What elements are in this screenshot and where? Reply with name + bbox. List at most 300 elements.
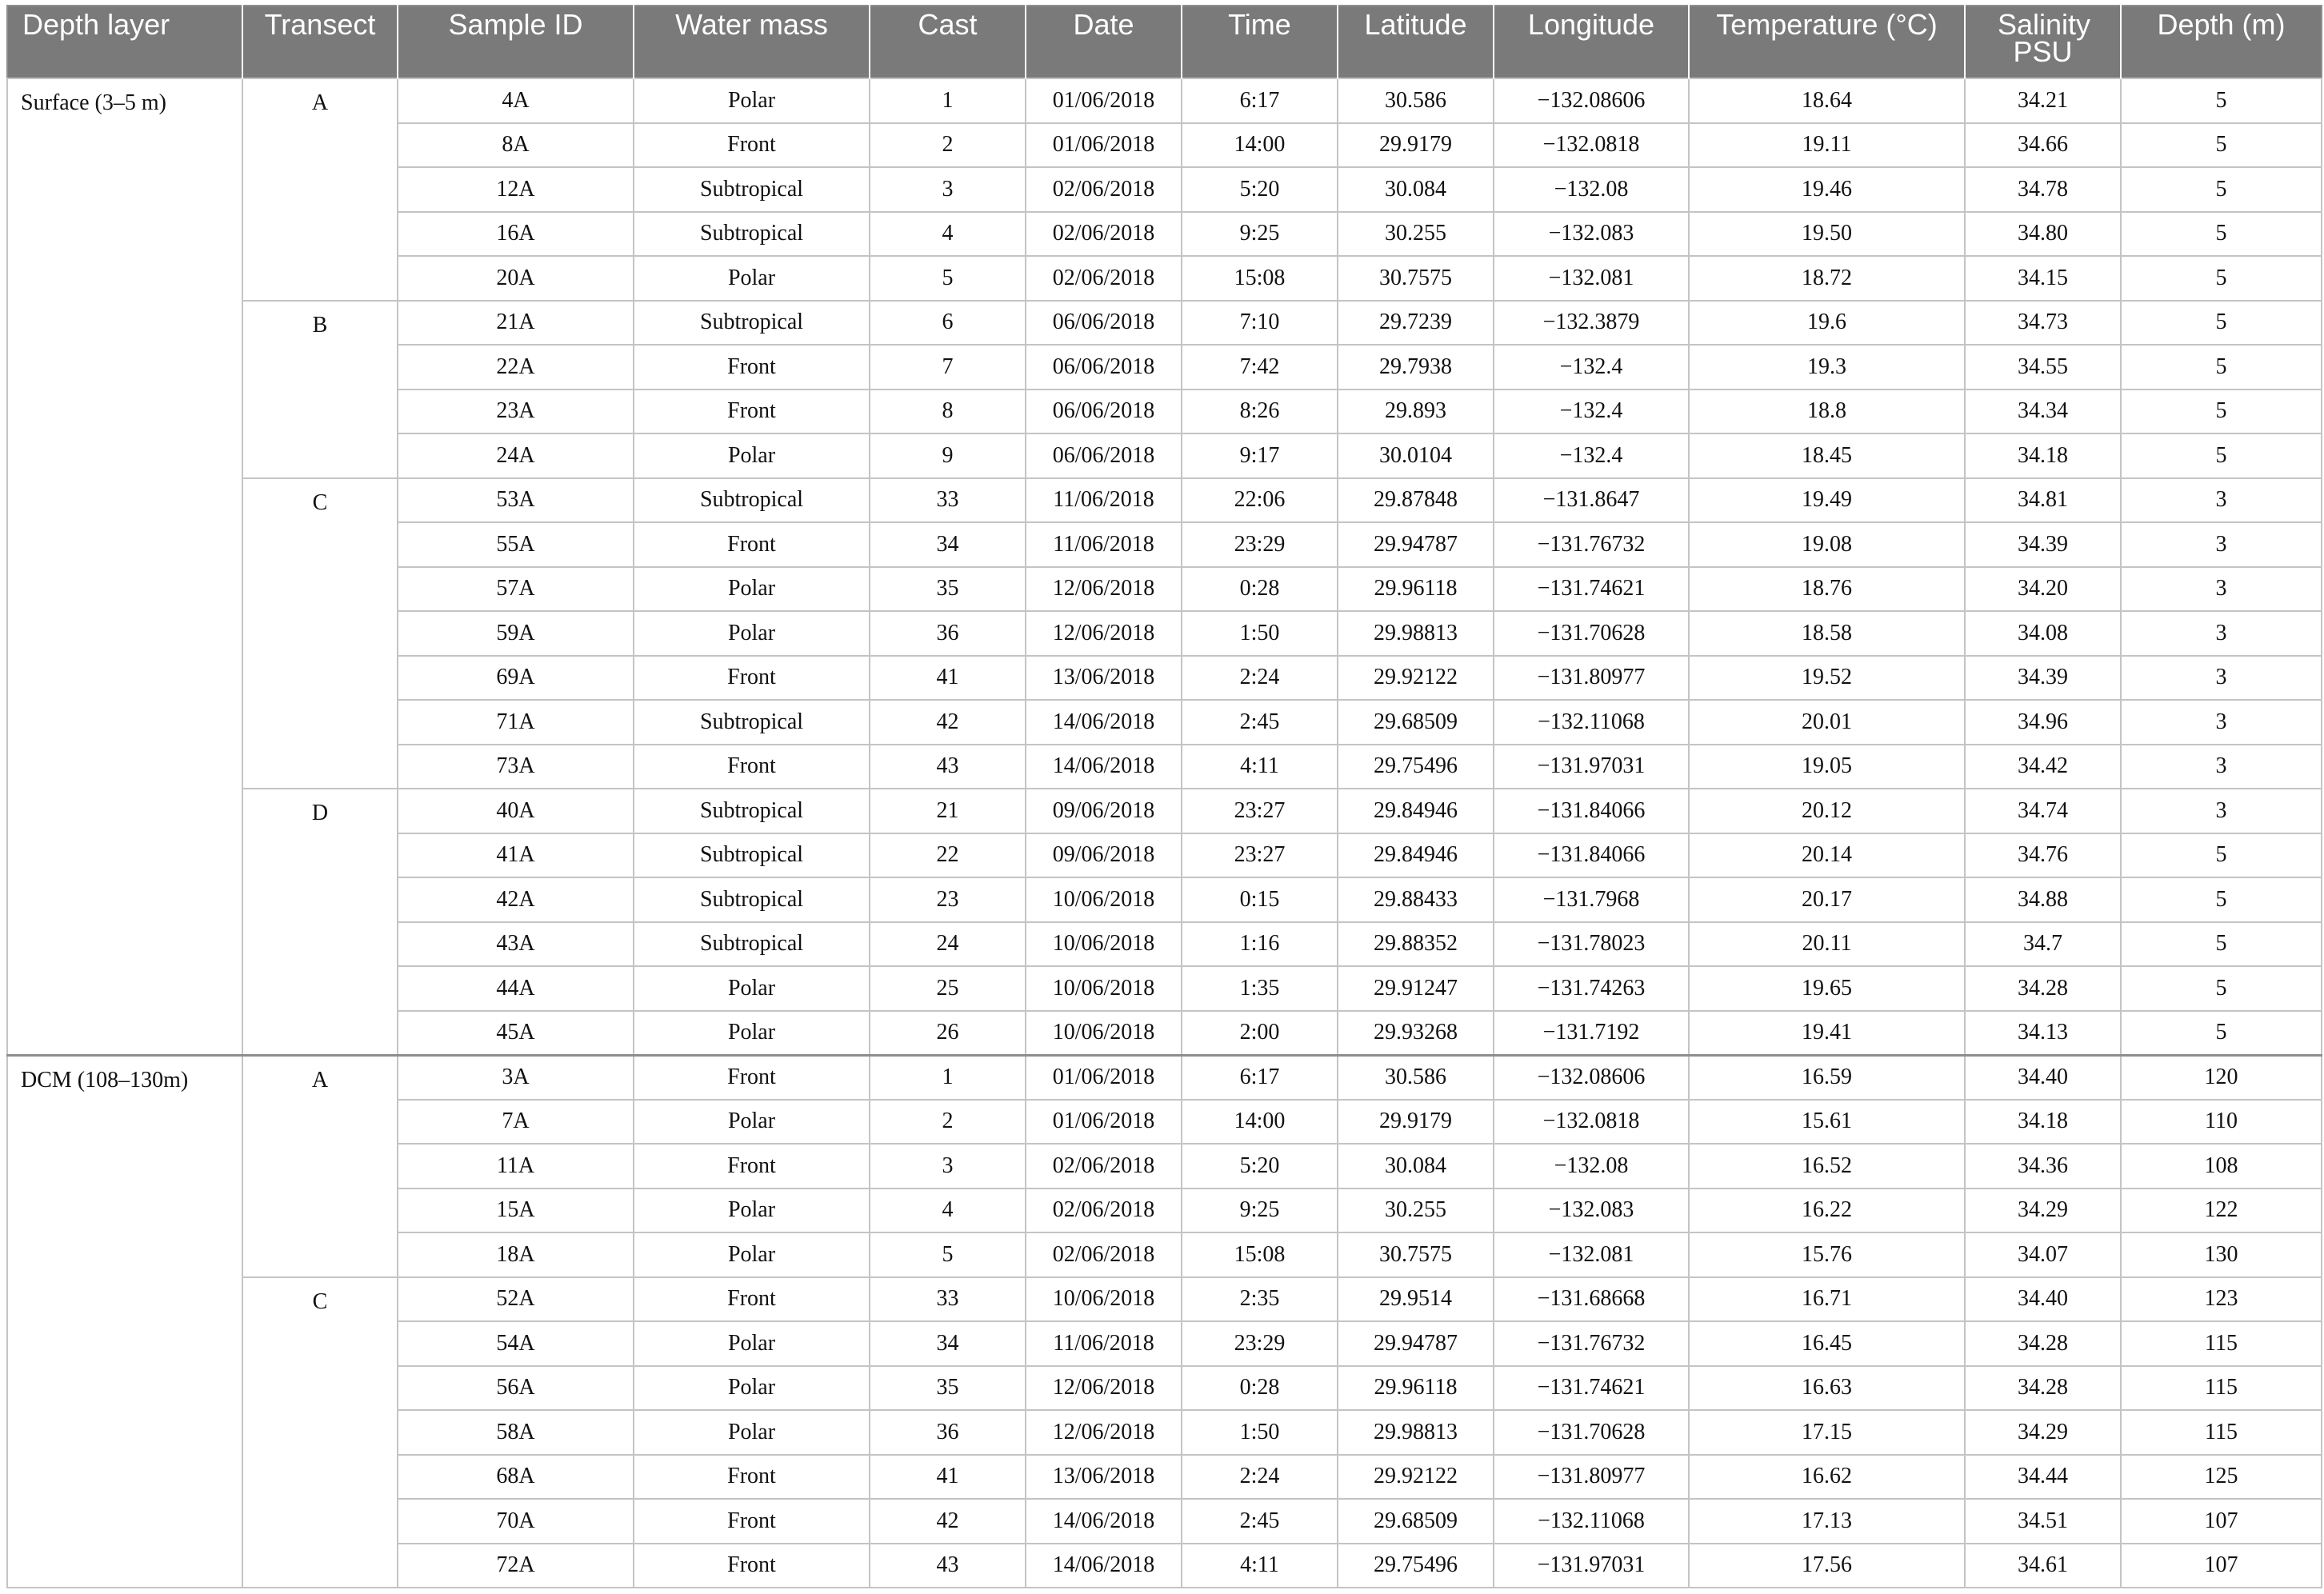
longitude-cell: −132.083: [1494, 1189, 1689, 1233]
latitude-cell: 29.9179: [1338, 1100, 1494, 1145]
depth-cell: 115: [2121, 1410, 2322, 1455]
depth-cell: 110: [2121, 1100, 2322, 1145]
salinity-cell: 34.29: [1965, 1189, 2121, 1233]
water-mass-cell: Polar: [634, 78, 870, 123]
water-mass-cell: Polar: [634, 1100, 870, 1145]
time-cell: 0:15: [1182, 877, 1338, 922]
time-cell: 0:28: [1182, 567, 1338, 612]
time-cell: 7:42: [1182, 345, 1338, 390]
depth-cell: 5: [2121, 966, 2322, 1011]
depth-cell: 5: [2121, 922, 2322, 967]
longitude-cell: −132.11068: [1494, 700, 1689, 745]
transect-cell: A: [242, 1055, 398, 1277]
depth-cell: 5: [2121, 301, 2322, 346]
cast-cell: 4: [870, 212, 1026, 257]
time-cell: 23:29: [1182, 1321, 1338, 1366]
depth-cell: 125: [2121, 1455, 2322, 1500]
latitude-cell: 29.92122: [1338, 1455, 1494, 1500]
water-mass-cell: Polar: [634, 1366, 870, 1411]
salinity-cell: 34.13: [1965, 1011, 2121, 1056]
header-date: Date: [1026, 6, 1182, 78]
header-cast: Cast: [870, 6, 1026, 78]
longitude-cell: −131.76732: [1494, 522, 1689, 567]
header-temperature: Temperature (°C): [1689, 6, 1965, 78]
sample-id-cell: 53A: [398, 478, 634, 523]
cast-cell: 6: [870, 301, 1026, 346]
latitude-cell: 29.75496: [1338, 1544, 1494, 1588]
sample-id-cell: 57A: [398, 567, 634, 612]
cast-cell: 2: [870, 1100, 1026, 1145]
latitude-cell: 29.88433: [1338, 877, 1494, 922]
time-cell: 2:45: [1182, 1499, 1338, 1544]
sample-id-cell: 20A: [398, 256, 634, 301]
salinity-cell: 34.42: [1965, 745, 2121, 789]
water-mass-cell: Polar: [634, 1410, 870, 1455]
latitude-cell: 30.586: [1338, 78, 1494, 123]
depth-cell: 107: [2121, 1499, 2322, 1544]
salinity-cell: 34.88: [1965, 877, 2121, 922]
cast-cell: 26: [870, 1011, 1026, 1056]
table-header: [7, 6, 2322, 78]
temperature-cell: 20.17: [1689, 877, 1965, 922]
sample-id-cell: 24A: [398, 433, 634, 478]
temperature-cell: 15.61: [1689, 1100, 1965, 1145]
time-cell: 9:25: [1182, 1189, 1338, 1233]
temperature-cell: 16.62: [1689, 1455, 1965, 1500]
salinity-cell: 34.80: [1965, 212, 2121, 257]
date-cell: 11/06/2018: [1026, 522, 1182, 567]
sample-id-cell: 68A: [398, 1455, 634, 1500]
time-cell: 0:28: [1182, 1366, 1338, 1411]
depth-cell: 3: [2121, 522, 2322, 567]
salinity-cell: 34.28: [1965, 966, 2121, 1011]
header-salinity: Salinity PSU: [1965, 6, 2121, 78]
depth-cell: 115: [2121, 1366, 2322, 1411]
water-mass-cell: Front: [634, 1144, 870, 1189]
water-mass-cell: Subtropical: [634, 789, 870, 833]
latitude-cell: 29.88352: [1338, 922, 1494, 967]
temperature-cell: 17.56: [1689, 1544, 1965, 1588]
date-cell: 02/06/2018: [1026, 1144, 1182, 1189]
time-cell: 6:17: [1182, 78, 1338, 123]
salinity-cell: 34.73: [1965, 301, 2121, 346]
salinity-cell: 34.20: [1965, 567, 2121, 612]
salinity-cell: 34.78: [1965, 167, 2121, 212]
time-cell: 1:50: [1182, 1410, 1338, 1455]
water-mass-cell: Polar: [634, 1011, 870, 1056]
cast-cell: 5: [870, 1232, 1026, 1277]
time-cell: 7:10: [1182, 301, 1338, 346]
longitude-cell: −131.97031: [1494, 745, 1689, 789]
salinity-cell: 34.07: [1965, 1232, 2121, 1277]
time-cell: 23:27: [1182, 833, 1338, 878]
temperature-cell: 19.52: [1689, 656, 1965, 701]
depth-layer-cell: DCM (108–130m): [7, 1055, 242, 1588]
depth-cell: 130: [2121, 1232, 2322, 1277]
cast-cell: 25: [870, 966, 1026, 1011]
longitude-cell: −132.083: [1494, 212, 1689, 257]
longitude-cell: −132.08: [1494, 167, 1689, 212]
water-mass-cell: Front: [634, 1277, 870, 1322]
time-cell: 6:17: [1182, 1055, 1338, 1100]
date-cell: 10/06/2018: [1026, 877, 1182, 922]
salinity-cell: 34.29: [1965, 1410, 2121, 1455]
salinity-cell: 34.08: [1965, 611, 2121, 656]
longitude-cell: −132.4: [1494, 390, 1689, 434]
date-cell: 02/06/2018: [1026, 256, 1182, 301]
sample-id-cell: 72A: [398, 1544, 634, 1588]
latitude-cell: 29.9179: [1338, 123, 1494, 168]
transect-cell: A: [242, 78, 398, 301]
time-cell: 14:00: [1182, 1100, 1338, 1145]
cast-cell: 36: [870, 611, 1026, 656]
sample-id-cell: 3A: [398, 1055, 634, 1100]
water-mass-cell: Subtropical: [634, 212, 870, 257]
temperature-cell: 19.05: [1689, 745, 1965, 789]
sample-id-cell: 18A: [398, 1232, 634, 1277]
longitude-cell: −131.76732: [1494, 1321, 1689, 1366]
temperature-cell: 15.76: [1689, 1232, 1965, 1277]
water-mass-cell: Subtropical: [634, 700, 870, 745]
cast-cell: 9: [870, 433, 1026, 478]
sample-id-cell: 56A: [398, 1366, 634, 1411]
time-cell: 23:29: [1182, 522, 1338, 567]
longitude-cell: −131.70628: [1494, 611, 1689, 656]
temperature-cell: 19.50: [1689, 212, 1965, 257]
time-cell: 1:16: [1182, 922, 1338, 967]
water-mass-cell: Front: [634, 390, 870, 434]
depth-cell: 122: [2121, 1189, 2322, 1233]
depth-cell: 5: [2121, 877, 2322, 922]
temperature-cell: 17.15: [1689, 1410, 1965, 1455]
cast-cell: 3: [870, 1144, 1026, 1189]
latitude-cell: 29.7239: [1338, 301, 1494, 346]
date-cell: 02/06/2018: [1026, 212, 1182, 257]
water-mass-cell: Front: [634, 1455, 870, 1500]
temperature-cell: 18.72: [1689, 256, 1965, 301]
latitude-cell: 30.084: [1338, 1144, 1494, 1189]
cast-cell: 34: [870, 522, 1026, 567]
latitude-cell: 29.84946: [1338, 789, 1494, 833]
temperature-cell: 20.14: [1689, 833, 1965, 878]
transect-cell: C: [242, 1277, 398, 1588]
header-water-mass: Water mass: [634, 6, 870, 78]
latitude-cell: 29.68509: [1338, 700, 1494, 745]
water-mass-cell: Polar: [634, 567, 870, 612]
table-row: [7, 301, 2322, 346]
sample-id-cell: 7A: [398, 1100, 634, 1145]
water-mass-cell: Subtropical: [634, 833, 870, 878]
longitude-cell: −132.08606: [1494, 78, 1689, 123]
date-cell: 13/06/2018: [1026, 1455, 1182, 1500]
depth-cell: 3: [2121, 700, 2322, 745]
date-cell: 14/06/2018: [1026, 745, 1182, 789]
temperature-cell: 16.45: [1689, 1321, 1965, 1366]
temperature-cell: 17.13: [1689, 1499, 1965, 1544]
water-mass-cell: Subtropical: [634, 301, 870, 346]
longitude-cell: −132.0818: [1494, 1100, 1689, 1145]
latitude-cell: 29.9514: [1338, 1277, 1494, 1322]
longitude-cell: −131.74263: [1494, 966, 1689, 1011]
cast-cell: 33: [870, 478, 1026, 523]
sample-id-cell: 59A: [398, 611, 634, 656]
longitude-cell: −131.78023: [1494, 922, 1689, 967]
salinity-cell: 34.74: [1965, 789, 2121, 833]
temperature-cell: 20.11: [1689, 922, 1965, 967]
sample-id-cell: 52A: [398, 1277, 634, 1322]
salinity-cell: 34.39: [1965, 656, 2121, 701]
sample-id-cell: 42A: [398, 877, 634, 922]
header-depth: Depth (m): [2121, 6, 2322, 78]
date-cell: 06/06/2018: [1026, 433, 1182, 478]
time-cell: 5:20: [1182, 167, 1338, 212]
sample-id-cell: 69A: [398, 656, 634, 701]
depth-layer-cell: Surface (3–5 m): [7, 78, 242, 1055]
depth-cell: 120: [2121, 1055, 2322, 1100]
time-cell: 2:00: [1182, 1011, 1338, 1056]
sample-id-cell: 21A: [398, 301, 634, 346]
cast-cell: 43: [870, 1544, 1026, 1588]
date-cell: 10/06/2018: [1026, 922, 1182, 967]
depth-cell: 123: [2121, 1277, 2322, 1322]
longitude-cell: −131.84066: [1494, 833, 1689, 878]
latitude-cell: 29.75496: [1338, 745, 1494, 789]
table-row: [7, 478, 2322, 523]
header-transect: Transect: [242, 6, 398, 78]
latitude-cell: 29.94787: [1338, 522, 1494, 567]
cast-cell: 22: [870, 833, 1026, 878]
salinity-cell: 34.21: [1965, 78, 2121, 123]
depth-cell: 108: [2121, 1144, 2322, 1189]
date-cell: 01/06/2018: [1026, 78, 1182, 123]
cast-cell: 36: [870, 1410, 1026, 1455]
date-cell: 14/06/2018: [1026, 1499, 1182, 1544]
salinity-cell: 34.61: [1965, 1544, 2121, 1588]
temperature-cell: 19.11: [1689, 123, 1965, 168]
date-cell: 02/06/2018: [1026, 1232, 1182, 1277]
date-cell: 06/06/2018: [1026, 301, 1182, 346]
cast-cell: 21: [870, 789, 1026, 833]
cast-cell: 8: [870, 390, 1026, 434]
cast-cell: 34: [870, 1321, 1026, 1366]
date-cell: 01/06/2018: [1026, 1055, 1182, 1100]
date-cell: 10/06/2018: [1026, 1011, 1182, 1056]
time-cell: 5:20: [1182, 1144, 1338, 1189]
latitude-cell: 29.96118: [1338, 567, 1494, 612]
latitude-cell: 30.255: [1338, 212, 1494, 257]
salinity-cell: 34.28: [1965, 1366, 2121, 1411]
latitude-cell: 29.893: [1338, 390, 1494, 434]
latitude-cell: 29.94787: [1338, 1321, 1494, 1366]
sample-id-cell: 54A: [398, 1321, 634, 1366]
longitude-cell: −131.7968: [1494, 877, 1689, 922]
date-cell: 14/06/2018: [1026, 1544, 1182, 1588]
temperature-cell: 19.65: [1689, 966, 1965, 1011]
longitude-cell: −131.84066: [1494, 789, 1689, 833]
longitude-cell: −132.08606: [1494, 1055, 1689, 1100]
temperature-cell: 19.46: [1689, 167, 1965, 212]
longitude-cell: −131.97031: [1494, 1544, 1689, 1588]
water-mass-cell: Polar: [634, 611, 870, 656]
sample-id-cell: 73A: [398, 745, 634, 789]
time-cell: 14:00: [1182, 123, 1338, 168]
header-row: [7, 6, 2322, 78]
water-mass-cell: Front: [634, 1544, 870, 1588]
sample-id-cell: 71A: [398, 700, 634, 745]
date-cell: 02/06/2018: [1026, 1189, 1182, 1233]
date-cell: 01/06/2018: [1026, 123, 1182, 168]
sample-id-cell: 16A: [398, 212, 634, 257]
time-cell: 8:26: [1182, 390, 1338, 434]
water-mass-cell: Subtropical: [634, 478, 870, 523]
depth-cell: 3: [2121, 611, 2322, 656]
cast-cell: 42: [870, 1499, 1026, 1544]
time-cell: 4:11: [1182, 745, 1338, 789]
sample-id-cell: 23A: [398, 390, 634, 434]
time-cell: 9:17: [1182, 433, 1338, 478]
date-cell: 02/06/2018: [1026, 167, 1182, 212]
date-cell: 09/06/2018: [1026, 833, 1182, 878]
transect-cell: D: [242, 789, 398, 1055]
sample-id-cell: 4A: [398, 78, 634, 123]
header-longitude: Longitude: [1494, 6, 1689, 78]
time-cell: 2:45: [1182, 700, 1338, 745]
date-cell: 13/06/2018: [1026, 656, 1182, 701]
water-mass-cell: Polar: [634, 966, 870, 1011]
water-mass-cell: Front: [634, 345, 870, 390]
table-row: [7, 1055, 2322, 1100]
sample-id-cell: 45A: [398, 1011, 634, 1056]
cast-cell: 41: [870, 656, 1026, 701]
date-cell: 09/06/2018: [1026, 789, 1182, 833]
time-cell: 23:27: [1182, 789, 1338, 833]
time-cell: 1:50: [1182, 611, 1338, 656]
temperature-cell: 16.22: [1689, 1189, 1965, 1233]
latitude-cell: 29.84946: [1338, 833, 1494, 878]
depth-cell: 5: [2121, 345, 2322, 390]
salinity-cell: 34.66: [1965, 123, 2121, 168]
time-cell: 15:08: [1182, 256, 1338, 301]
cast-cell: 5: [870, 256, 1026, 301]
water-mass-cell: Subtropical: [634, 922, 870, 967]
latitude-cell: 30.0104: [1338, 433, 1494, 478]
temperature-cell: 18.58: [1689, 611, 1965, 656]
temperature-cell: 19.49: [1689, 478, 1965, 523]
longitude-cell: −132.0818: [1494, 123, 1689, 168]
temperature-cell: 19.41: [1689, 1011, 1965, 1056]
cast-cell: 41: [870, 1455, 1026, 1500]
depth-cell: 3: [2121, 478, 2322, 523]
date-cell: 12/06/2018: [1026, 567, 1182, 612]
transect-cell: C: [242, 478, 398, 789]
latitude-cell: 30.586: [1338, 1055, 1494, 1100]
time-cell: 1:35: [1182, 966, 1338, 1011]
depth-cell: 5: [2121, 212, 2322, 257]
longitude-cell: −132.081: [1494, 256, 1689, 301]
depth-cell: 3: [2121, 789, 2322, 833]
longitude-cell: −132.4: [1494, 345, 1689, 390]
cast-cell: 2: [870, 123, 1026, 168]
water-mass-cell: Polar: [634, 1321, 870, 1366]
salinity-cell: 34.18: [1965, 433, 2121, 478]
cast-cell: 1: [870, 78, 1026, 123]
table-row: [7, 1277, 2322, 1322]
longitude-cell: −131.68668: [1494, 1277, 1689, 1322]
cast-cell: 7: [870, 345, 1026, 390]
header-time: Time: [1182, 6, 1338, 78]
table-row: [7, 78, 2322, 123]
sample-id-cell: 15A: [398, 1189, 634, 1233]
depth-cell: 3: [2121, 656, 2322, 701]
longitude-cell: −131.74621: [1494, 1366, 1689, 1411]
latitude-cell: 29.91247: [1338, 966, 1494, 1011]
salinity-cell: 34.40: [1965, 1055, 2121, 1100]
latitude-cell: 29.96118: [1338, 1366, 1494, 1411]
water-mass-cell: Front: [634, 1499, 870, 1544]
cast-cell: 1: [870, 1055, 1026, 1100]
cast-cell: 24: [870, 922, 1026, 967]
time-cell: 2:24: [1182, 656, 1338, 701]
longitude-cell: −131.80977: [1494, 656, 1689, 701]
temperature-cell: 16.63: [1689, 1366, 1965, 1411]
water-mass-cell: Front: [634, 522, 870, 567]
latitude-cell: 30.7575: [1338, 256, 1494, 301]
cast-cell: 4: [870, 1189, 1026, 1233]
depth-cell: 5: [2121, 390, 2322, 434]
salinity-cell: 34.51: [1965, 1499, 2121, 1544]
salinity-cell: 34.28: [1965, 1321, 2121, 1366]
depth-cell: 3: [2121, 745, 2322, 789]
header-depth-layer: Depth layer: [7, 6, 242, 78]
water-mass-cell: Front: [634, 656, 870, 701]
salinity-cell: 34.39: [1965, 522, 2121, 567]
longitude-cell: −131.80977: [1494, 1455, 1689, 1500]
salinity-cell: 34.55: [1965, 345, 2121, 390]
temperature-cell: 18.76: [1689, 567, 1965, 612]
longitude-cell: −131.74621: [1494, 567, 1689, 612]
water-mass-cell: Front: [634, 1055, 870, 1100]
salinity-cell: 34.40: [1965, 1277, 2121, 1322]
salinity-cell: 34.81: [1965, 478, 2121, 523]
temperature-cell: 16.59: [1689, 1055, 1965, 1100]
data-table: [6, 5, 2322, 1588]
time-cell: 4:11: [1182, 1544, 1338, 1588]
salinity-cell: 34.7: [1965, 922, 2121, 967]
salinity-cell: 34.18: [1965, 1100, 2121, 1145]
latitude-cell: 29.68509: [1338, 1499, 1494, 1544]
cast-cell: 42: [870, 700, 1026, 745]
latitude-cell: 29.7938: [1338, 345, 1494, 390]
time-cell: 9:25: [1182, 212, 1338, 257]
temperature-cell: 19.08: [1689, 522, 1965, 567]
sample-id-cell: 22A: [398, 345, 634, 390]
date-cell: 11/06/2018: [1026, 478, 1182, 523]
salinity-cell: 34.36: [1965, 1144, 2121, 1189]
depth-cell: 3: [2121, 567, 2322, 612]
time-cell: 22:06: [1182, 478, 1338, 523]
water-mass-cell: Polar: [634, 433, 870, 478]
temperature-cell: 18.45: [1689, 433, 1965, 478]
depth-cell: 107: [2121, 1544, 2322, 1588]
cast-cell: 35: [870, 567, 1026, 612]
date-cell: 12/06/2018: [1026, 1410, 1182, 1455]
date-cell: 10/06/2018: [1026, 1277, 1182, 1322]
sample-id-cell: 41A: [398, 833, 634, 878]
longitude-cell: −132.11068: [1494, 1499, 1689, 1544]
cast-cell: 35: [870, 1366, 1026, 1411]
sample-id-cell: 44A: [398, 966, 634, 1011]
date-cell: 06/06/2018: [1026, 390, 1182, 434]
